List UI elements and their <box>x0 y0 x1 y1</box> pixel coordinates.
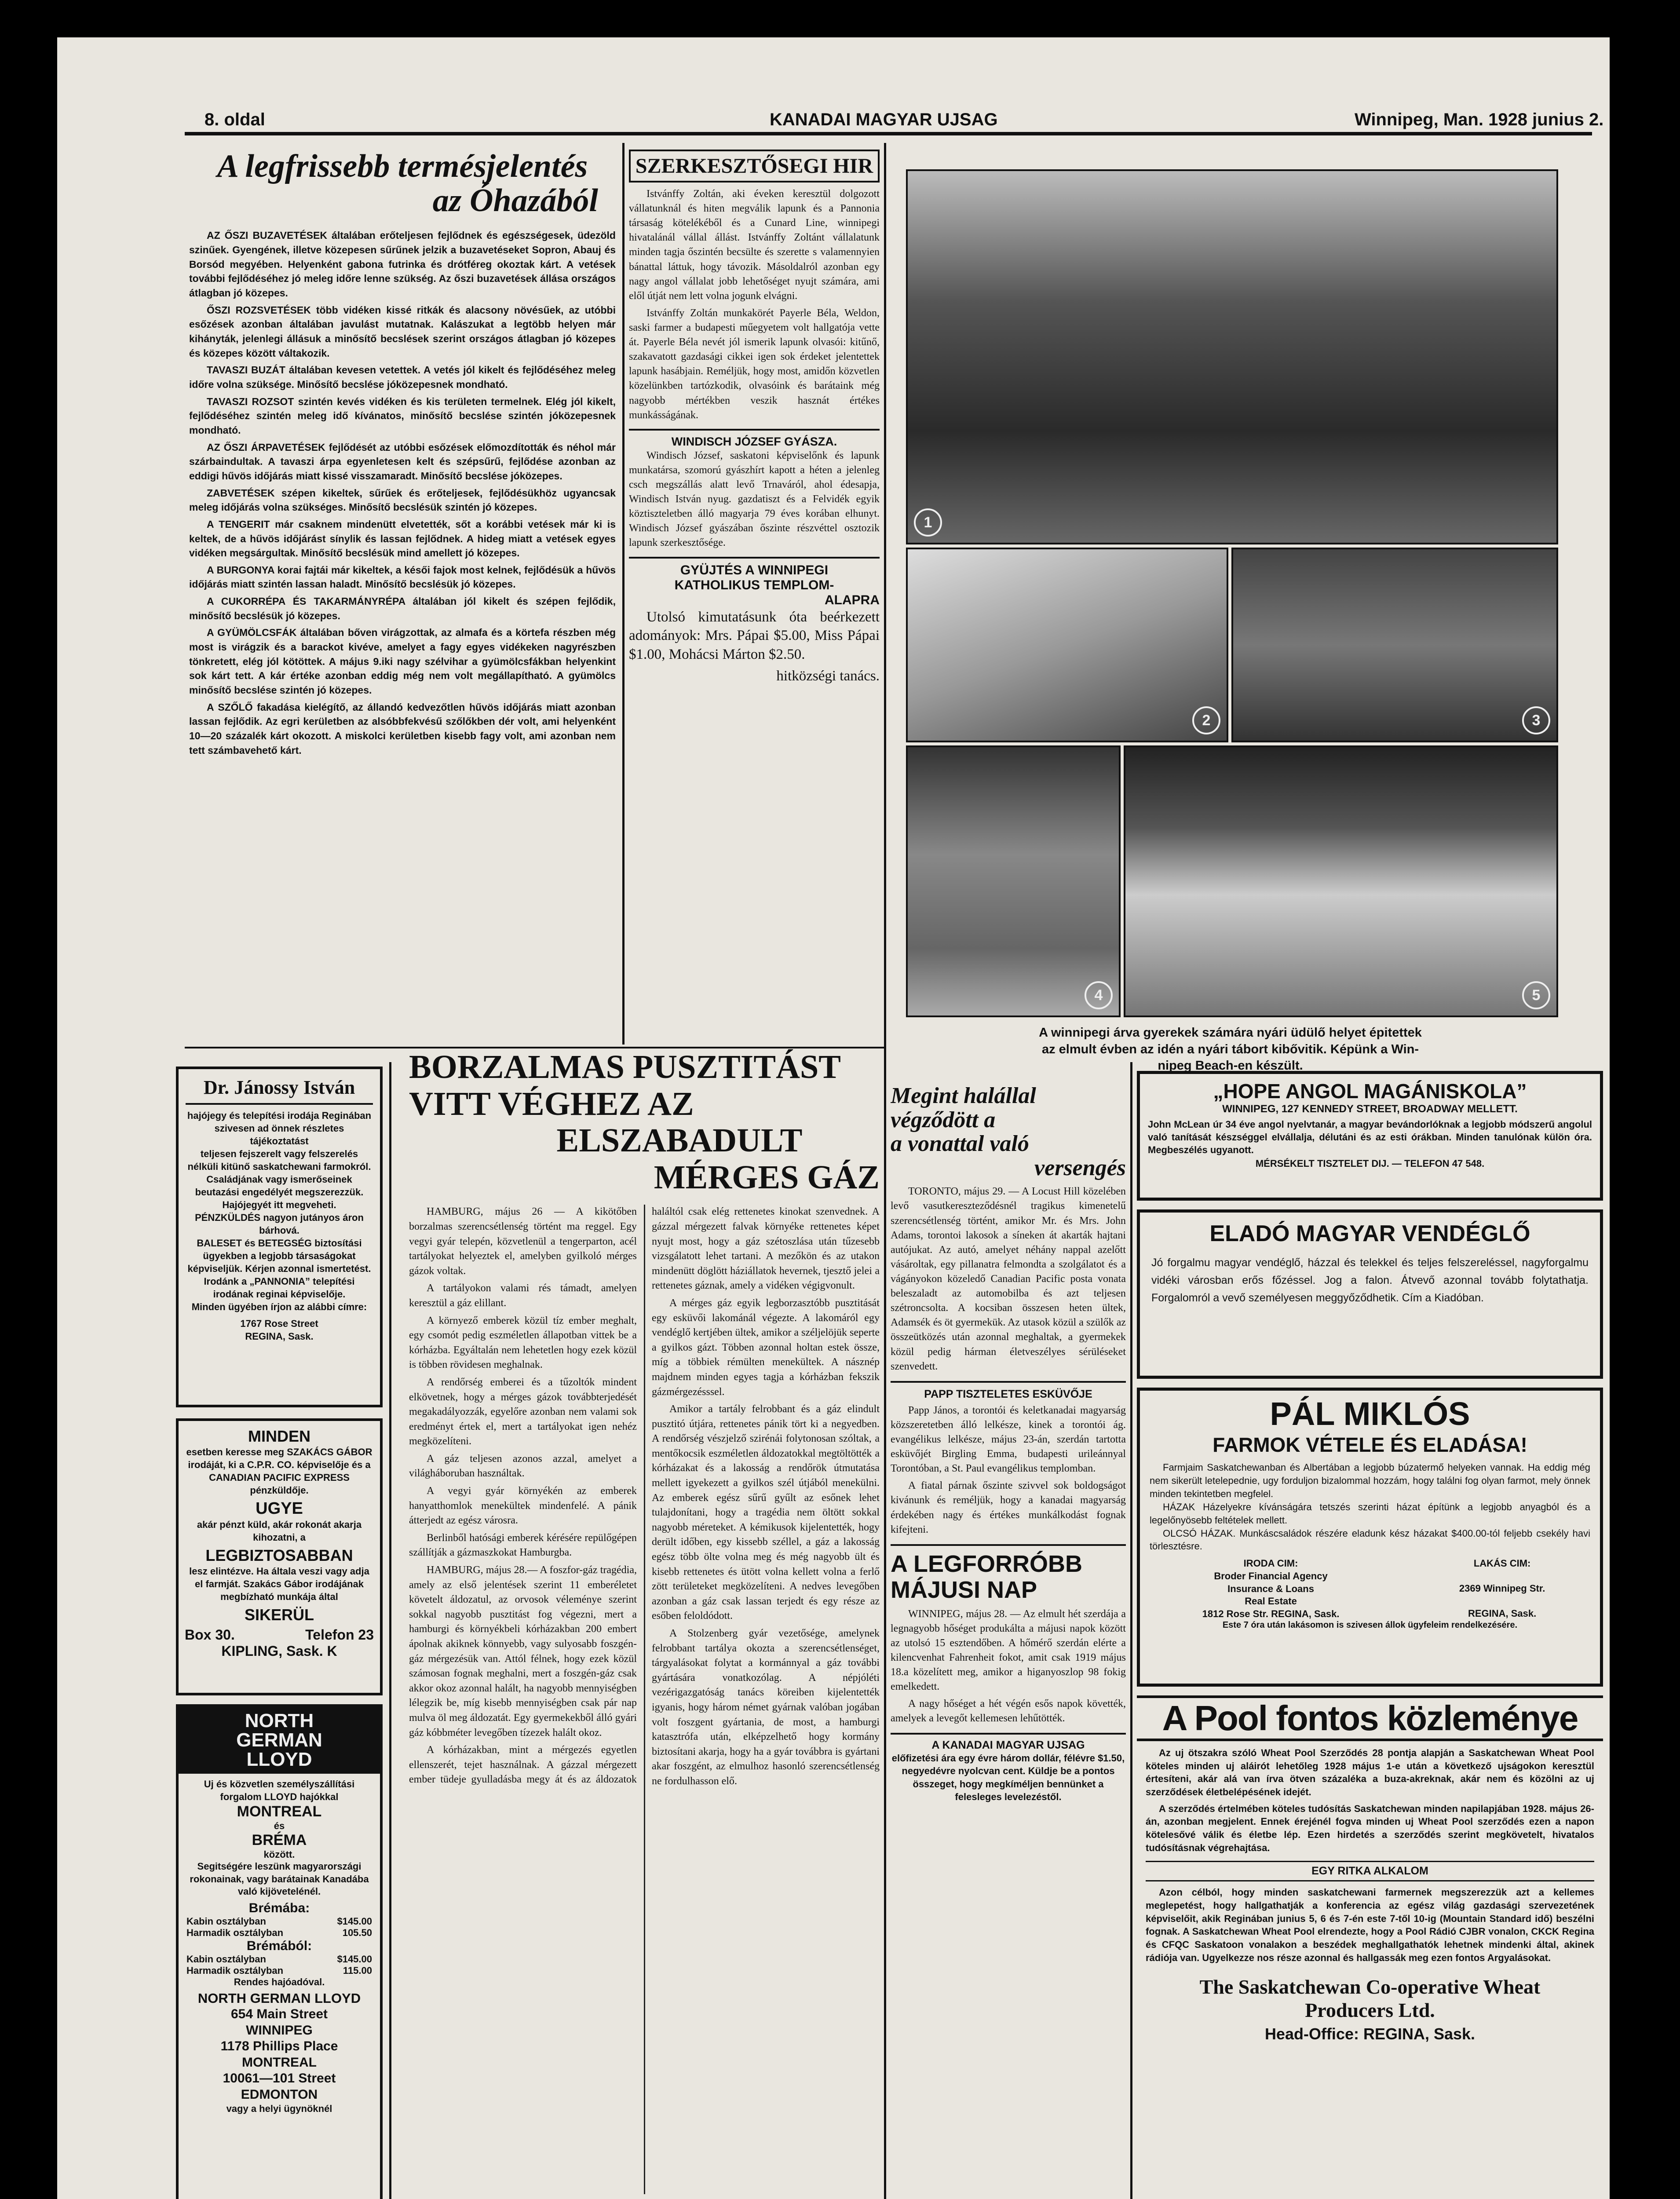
subscription-title: A KANADAI MAGYAR UJSAG <box>931 1739 1085 1752</box>
train-title-line: a vonattal való <box>891 1131 1029 1157</box>
janossy-line: Hajójegyét itt megveheti. <box>222 1199 336 1211</box>
office-line: Insurance & Loans <box>1227 1583 1314 1594</box>
farm-agent-name: PÁL MIKLÓS <box>1270 1395 1470 1432</box>
farm-agent-hours: Este 7 óra után lakásomon is szivesen állok ügyfeleim rendelkezésére. <box>1222 1620 1518 1630</box>
szakacs-contact <box>185 1627 374 1643</box>
janossy-line: REGINA, Sask. <box>245 1330 314 1342</box>
pool-company-line: Producers Ltd. <box>1305 1999 1435 2022</box>
janossy-line: BALESET és BETEGSÉG biztosítási ügyekben a legjobb társaságokat képviseljük. Kérjen azonnal ismertetést. <box>187 1238 371 1275</box>
heat-title <box>891 1544 1126 1604</box>
gas-title-line: ELSZABADULT <box>556 1122 803 1159</box>
lloyd-price-row <box>186 1916 372 1927</box>
wedding-paragraph: Papp János, a torontói és keletkanadai magyarság közszeretetben álló lelkésze, kinek a torontói ág. evangélikus lelkésze, május 23-án, szerdán tartotta esküvőjét Birgling Emma, budapesti urileánnyal Torontóban, a St. Paul evangélikus templomban. <box>891 1404 1126 1475</box>
lloyd-intro: Uj és közvetlen személyszállítási forgalom LLOYD hajókkal <box>204 1779 355 1802</box>
lloyd-class-label: Kabin osztályban <box>186 1915 266 1927</box>
wedding-paragraph: A fiatal párnak őszinte szivvel sok boldogságot kivánunk és reméljük, hogy a kanadai magyarság érdekében nagy és értékes munkálkodást fognak kifejteni. <box>891 1480 1126 1535</box>
office-line: Real Estate <box>1245 1596 1297 1607</box>
hope-address: WINNIPEG, 127 KENNEDY STREET, BROADWAY MELLETT. <box>1222 1103 1518 1115</box>
gas-disaster-article <box>409 1049 880 2199</box>
farm-agent-office <box>1150 1557 1392 1620</box>
lloyd-from-bremen: Brémából: <box>246 1938 312 1953</box>
lloyd-class-label: Kabin osztályban <box>186 1953 266 1965</box>
train-body <box>891 1184 1126 1373</box>
hope-prices: MÉRSÉKELT TISZTELET DIJ. <box>1255 1158 1389 1169</box>
hope-prices-row: MÉRSÉKELT TISZTELET DIJ. — TELEFON 47 548. <box>1255 1158 1485 1169</box>
lloyd-logo <box>179 1707 380 1774</box>
subscription-text: előfizetési ára egy évre három dollár, félévre $1.50, negyedévre nyolcvan cent. Küldje be a pontos összeget, hogy megkíméljen bennünket a felesleges levelezéstől. <box>891 1753 1125 1802</box>
harvest-article <box>189 150 616 1042</box>
lloyd-price-row <box>186 1954 372 1965</box>
collection-title-line: KATHOLIKUS TEMPLOM- <box>674 577 834 592</box>
home-label: LAKÁS CIM: <box>1473 1558 1531 1569</box>
column-rule <box>622 143 625 1045</box>
farm-agent-paragraph: HÁZAK Házelyekre kívánságára tetszés szerinti házat építünk a legjobb anyagból és a legelőnyösebb feltételek mellett. <box>1150 1501 1590 1526</box>
lloyd-price-row <box>186 1965 372 1976</box>
szakacs-success: SIKERÜL <box>244 1606 314 1624</box>
gas-paragraph: A gáz teljesen azonos azzal, amelyet a világháboruban használtak. <box>409 1453 637 1479</box>
szakacs-ad <box>176 1418 383 1695</box>
photo-beach-children <box>906 548 1228 742</box>
harvest-paragraph: AZ ŐSZI BUZAVETÉSEK általában erőteljesen fejlődnek és egészségesek, üdezöld szinűek. Gyengének, illetve közepesen sűrűnek jelzik a buzavetéseket Sopron, Abauj és Borsód megyében. Helyenként gabona futrinka és drótféreg okoztak kárt. A vetések további fejlődéséhez jó meleg időre lenne szükség. Az őszi buzavetések állása országos átlagban jó közepes. <box>189 230 616 299</box>
office-label: IRODA CIM: <box>1243 1558 1298 1569</box>
lloyd-price-row <box>186 1927 372 1939</box>
lloyd-name-line: NORTH <box>245 1710 314 1731</box>
pool-subtitle: EGY RITKA ALKALOM <box>1146 1861 1594 1882</box>
harvest-paragraph: A BURGONYA korai fajtái már kikeltek, a késői fajok most kelnek, fejlődésük a hűvös időjárás miatt szintén lassan haladt. Minősítő becslésük jó közepes. <box>189 564 616 590</box>
photo-caption-line: A winnipegi árva gyerekek számára nyári üdülő helyet épitettek <box>1039 1026 1422 1040</box>
farm-agent-body <box>1150 1461 1590 1553</box>
heat-paragraph: WINNIPEG, május 28. — Az elmult hét szerdája a legnagyobb hőséget produkálta a májusi napok között az utolsó 15 esztendőben. A hőmérő szerdán elérte a kilencvenhat Fahrenheit fokot, amit csak 1919 május 18.a közelített meg, amikor a higanyoszlop 98 fokig emelkedett. <box>891 1608 1126 1693</box>
gas-paragraph: Berlinből hatósági emberek kérésére repülőgépen szállítják a gázmaszkokat Hamburgba. <box>409 1532 637 1559</box>
gas-paragraph: A vegyi gyár környékén az emberek hanyatthomlok menekültek mindenfelé. A pánik átterjedt az egész városra. <box>409 1485 637 1527</box>
lloyd-city: BRÉMA <box>252 1832 307 1849</box>
restaurant-title: ELADÓ MAGYAR VENDÉGLŐ <box>1209 1221 1530 1246</box>
harvest-paragraph: A CUKORRÉPA ÉS TAKARMÁNYRÉPA általában jól kikelt és szépen fejlődik, minősítő becslésük jó közepes. <box>189 595 616 621</box>
heat-title-line: MÁJUSI NAP <box>891 1577 1037 1604</box>
photo-caption <box>906 1025 1555 1073</box>
column-rule <box>1130 1062 1132 2199</box>
gas-paragraph: A környező emberek közül tíz ember meghalt, egy csomót pedig eszméletlen állapotban vittek be a kórházba. Egyáltalán nem lehetetlen hogy ezek közül is többen rövidesen meghalnak. <box>409 1315 637 1371</box>
janossy-ad <box>176 1067 383 1407</box>
lloyd-price: 115.00 <box>343 1965 372 1976</box>
farm-agent-paragraph: Farmjaim Saskatchewanban és Albertában a legjobb búzatermő helyeken vannak. Ha eddig még nem sikerült letelepednie, ugy forduljon bizalommal hozzám, hogy találni fog olyan farmot, mely önnek minden tekintetben megfelel. <box>1150 1462 1590 1499</box>
hope-text: John McLean úr 34 éve angol nyelvtanár, a magyar bevándorlóknak a legjobb módszerű angolul való tanítását készséggel elvállalja, délutáni és az esti órákban. Minden tanulónak külön óra. Megbeszélés ugyanott. <box>1148 1119 1592 1156</box>
editorial-title: SZERKESZTŐSEGI HIR <box>629 150 880 183</box>
gas-paragraph: HAMBURG, május 26 — A kikötőben borzalmas szerencsétlenség történt ma reggel. Egy vegyi gyár telepén, közvetlenül a tengerparton, acél tartályokat helyeztek el, amelyben gyilkoló mérges gázok voltak. <box>409 1206 637 1277</box>
janossy-line: hajójegy és telepítési irodája Reginában szivesen ad önnek részletes tájékoztatást <box>187 1110 372 1147</box>
hope-school-ad <box>1137 1071 1603 1201</box>
newspaper-page <box>57 37 1610 2199</box>
harvest-paragraph: AZ ŐSZI ÁRPAVETÉSEK fejlődését az utóbbi esőzések előmozdították és néhol már szárbaindultak. A tavaszi árpa egyenletesen kelt és szépsűrű, fejlődése azonban az eddigi hűvös időjárás miatt kissé visszamaradt. Minősítő becslése jóközepes. <box>189 441 616 482</box>
photo-caption-line: nipeg Beach-en készült. <box>1158 1059 1303 1073</box>
train-title-line: versengés <box>1034 1155 1126 1180</box>
lloyd-address: 1178 Phillips Place <box>220 2039 338 2054</box>
janossy-line: Családjának vagy ismerőseinek beutazási engedélyét megszerezzük. <box>195 1174 364 1198</box>
heat-body <box>891 1607 1126 1726</box>
pool-company <box>1137 1976 1603 2022</box>
lloyd-and: és <box>274 1820 285 1832</box>
farm-agent-home <box>1414 1557 1590 1620</box>
photo-number-badge: 3 <box>1522 706 1550 734</box>
lloyd-between: között. <box>263 1849 295 1860</box>
gas-title-line: BORZALMAS PUSZTITÁST <box>409 1049 841 1085</box>
gas-paragraph: A tartályokon valami rés támadt, amelyen keresztül a gáz elillant. <box>409 1282 637 1309</box>
editorial-paragraph: Istvánffy Zoltán, aki éveken keresztül dolgozott vállatunknál és hiten megválik lapunk és a Pannonia társaság kötelékéből és a Cunard Line, winnipegi hivatalánál vállal állást. Istvánffy Zoltánt vállalatunk minden tagja őszintén becsülte és szerette s valamennyien bánattal láttuk, hogy távozik. Másoldalról azonban egy nagy angol vállalat jobb lehetőséget nyujt számára, ami elől útját nem lett volna jogunk elvágni. <box>629 188 880 302</box>
szakacs-text2: akár pénzt küld, akár rokonát akarja kihozatni, a <box>197 1519 362 1543</box>
header-rule <box>185 132 1592 135</box>
lloyd-text: Segitségére leszünk magyarországi rokonainak, vagy barátainak Kanadába való kijövetelénél. <box>190 1861 369 1897</box>
harvest-body <box>189 228 616 757</box>
janossy-line: teljesen fejszerelt vagy felszerelés nélküli kitünő saskatchewani farmokról. <box>187 1148 371 1173</box>
lloyd-agent: vagy a helyi ügynöknél <box>226 2103 332 2114</box>
pool-rule <box>1137 1695 1603 1698</box>
farm-agent-addresses <box>1150 1557 1590 1620</box>
lloyd-price: $145.00 <box>337 1915 372 1927</box>
pool-body <box>1137 1746 1603 1964</box>
pool-paragraph: A szerződés értelmében köteles tudósítás Saskatchewan minden napilapjában 1928. május 26-án, azonban megjelent. Ennek érejénél fogva minden uj Wheat Pool szerződés ezen a napon kötelesővé válik és életbe lép. Ezen hirdetés a szerződés szerint megkövetelt, hivatalos tudósításnak végrehajtása. <box>1146 1803 1594 1853</box>
heat-title-line: A LEGFORRÓBB <box>891 1550 1082 1577</box>
lloyd-address-city: EDMONTON <box>241 2087 318 2102</box>
szakacs-text3: lesz elintézve. Ha általa veszi vagy adja el farmját. Szakács Gábor irodájának megbízható munkája által <box>189 1566 369 1603</box>
train-title-line: Megint halállal <box>891 1084 1036 1108</box>
photo-children-group <box>1231 548 1558 742</box>
photo-number-badge: 5 <box>1522 981 1550 1009</box>
collection-signature: hitközségi tanács. <box>776 668 880 684</box>
harvest-paragraph: TAVASZI ROZSOT szintén kevés vidéken és kis területen termelnek. Elég jól kikelt, fejlődéséhez szintén meleg idő kívánatos, minősítő becslése szintén jóközepesnek mondható. <box>189 395 616 436</box>
janossy-line: Minden ügyében írjon az alábbi címre: <box>191 1301 367 1313</box>
farm-agent-paragraph: OLCSÓ HÁZAK. Munkáscsaládok részére eladunk kész házakat $400.00-tól feljebb csekély havi törlesztésre. <box>1150 1527 1590 1552</box>
janossy-line: PÉNZKÜLDÉS nagyon jutányos áron bárhová. <box>195 1212 364 1236</box>
photo-number-badge: 4 <box>1085 981 1113 1009</box>
editorial-column <box>629 150 880 1047</box>
train-title-line: végződött a <box>891 1107 996 1132</box>
editorial-body <box>629 187 880 423</box>
janossy-name: Dr. Jánossy István <box>186 1076 373 1105</box>
janossy-body <box>186 1109 373 1343</box>
gas-paragraph: A kórházakban, mint a mérgezés egyetlen ellenszerét, tejet használnak. A gázzal mérgezett ember tüdeje gyulladásba megy át és az áldozatok haláltól csak elég rettenetes kinokat szenvednek. A gázzal mérgezett falvak környéke rettenetes képet nyujt most, hogy a gáz szétoszlása után tűzesebb vizsgálatott lehet tartani. A mezőkön és az utakon mindenütt döglött háziállatok hevernek, tjesztő jelei a rettenetes gáznak, amely a vidéken végigvonult. <box>409 1206 880 1786</box>
lloyd-address: 654 Main Street <box>230 2006 328 2021</box>
szakacs-box: Box 30. <box>185 1627 235 1643</box>
restaurant-text: Jó forgalmu magyar vendéglő, házzal és telekkel és teljes felszereléssel, nagyforgalmu vidéki városban erős főzéssel. Jog a falon. Átvevő azonnal tovább folytathatja. Forgalomról a vevő személyesen meggyőződhetik. Cím a Kiadóban. <box>1151 1257 1589 1304</box>
newspaper-name: KANADAI MAGYAR UJSAG <box>770 110 998 129</box>
lloyd-address-city: WINNIPEG <box>246 2023 313 2038</box>
column-rule <box>884 143 886 2199</box>
harvest-paragraph: ZABVETÉSEK szépen kikeltek, sűrűek és erőteljesek, fejlődésükhöz ugyancsak meleg időjárás volna szükséges. Minősítő becslésük szintén jó közepes. <box>189 487 616 513</box>
lloyd-address-city: MONTREAL <box>242 2055 317 2070</box>
collection-text: Utolsó kimutatásunk óta beérkezett adományok: Mrs. Pápai $5.00, Miss Pápai $1.00, Mohácsi Márton $2.50. <box>629 609 880 663</box>
photo-cottage <box>1124 745 1558 1017</box>
wedding-title: PAPP TISZTELETES ESKÜVŐJE <box>891 1381 1126 1401</box>
szakacs-text1: esetben keresse meg SZAKÁCS GÁBOR irodáját, ki a C.P.R. CO. képviselője és a CANADIAN PACIFIC EXPRESS pénzküldője. <box>186 1447 373 1496</box>
lloyd-price: 105.50 <box>342 1927 372 1938</box>
harvest-title-line2: az Óhazából <box>432 182 598 219</box>
gas-paragraph: A mérges gáz egyik legborzasztóbb pusztitását egy esküvői lakománál végezte. A lakomáról egy vendéglő kertjében ültek, amikor a széljelöjük seperte a gyilkos gázt. Többen azonnal holtan estek össze, míg a többiek rémülten menekültek. A násznép majdnem minden egyes tagja a kórházban fekszik gázmérgezésssel. <box>652 1297 880 1398</box>
gas-title-line: MÉRGES GÁZ <box>654 1158 880 1196</box>
gas-paragraph: Amikor a tartály felrobbant és a gáz elindult pusztitó útjára, rettenetes pánik tört ki a negyedben. A rendőrség vészjelző szirénái folytonosan szóltak, a mentőkocsik eszméletlen áldozatokkal megtöltötték a kórházakat és a lakosság a rendőrök útmutatása mellett igyekezett a gyilkos szél útjából menekülni. Az emberek egész sűrű gyűlt az esőnek lehet tulajdonítani, hogy a tragédia nem öltött sokkal nagyobb méreteket. A kémikusok kijelentették, hogy derült időben, egy kissebb széllel, a gáz a lakosság egész több ölte volna meg és még nagyobb ült és kisebb rettenetes és ütött volna kellett volna a ferlő zött területeket megközelíteni. A nedves levegőben azonban a gáz csak lassan terjedt és egy része az esőben feloldódott. <box>652 1403 880 1622</box>
harvest-paragraph: A TENGERIT már csaknem mindenütt elvetették, sőt a korábbi vetések már ki is keltek, de a hűvös időjárást sínylik és lassan fejlődnek. A hideg miatt a vetések egyes vidéken megsárgultak. Minősítő becslésük mind amellett jó közepes. <box>189 518 616 559</box>
column-rule <box>389 1062 391 2199</box>
janossy-line: 1767 Rose Street <box>240 1318 318 1329</box>
lloyd-tax-note: Rendes hajóadóval. <box>234 1976 325 1987</box>
editorial-paragraph: Istvánffy Zoltán munkakörét Payerle Béla, Weldon, saski farmer a budapesti műegyetem volt hallgatója vette át. Payerle Béla nevét jól ismerik lapunk olvasói: kitűnő, szakavatott gazdasági cikkei igen sok érdeket jelentettek lapunk hasábjain. Reméljük, hogy most, amidőn közvetlen közelünkben tartózkodik, olvasóink és barátaink még nagyobb mértékben veszik hasznát értékes munkásságának. <box>629 307 880 421</box>
szakacs-phone: Telefon 23 <box>305 1627 374 1643</box>
pool-paragraph: Azon célból, hogy minden saskatchewani farmernek megszerezzük azt a kellemes meglepetést, hogy hallgathatják a konferencia az egész világ gazdasági szervezetének képviselőit, akik Reginában junius 5, 6 és 7-én este 7-től 10-ig (Mountain Standard idő) beszélni fognak. A Saskatchewan Wheat Pool elrendezte, hogy a Pool Rádió CJBR vonalon, CKCK Regina és CFQC Saskatoon vonalakon a beszédek meghallgathatók lehetnek mindenki által, akinek rádiója van. Ugyelkezze nos része azonnal és hallgassák meg ezen fontos Argyalásokat. <box>1146 1887 1594 1963</box>
news-column <box>891 1084 1126 2199</box>
harvest-paragraph: ŐSZI ROZSVETÉSEK több vidéken kissé ritkák és alacsony növésűek, az utóbbi esőzések azonban általában javulást mutatnak. Kalászukat a legtöbb helyen már kihányták, jelenlegi állásuk a minősítő becslések szerint országos átlagban jó közepes és közepes között váltakozik. <box>189 304 616 359</box>
harvest-title-line1: A legfrissebb termésjelentés <box>217 150 588 184</box>
windisch-title: WINDISCH JÓZSEF GYÁSZA. <box>629 429 880 449</box>
pool-title: A Pool fontos közleménye <box>1162 1699 1578 1738</box>
gas-paragraph: A Stolzenberg gyár vezetősége, amelynek felrobbant tartálya okozta a szerencsétlenséget, tárgyalásokat folytat a kormánnyal a gáz további gyártására vonatkozólag. A népjóléti vezérigazgatóság tanács köreiben kijelentették igyanis, hogy három német gyárnak valóban jogában volt foszgent gyártania, de most, a hamburgi katasztrófa után, elképzelhető hogy kormány biztosítani akarja, hogy ha a gyár továbbra is gyártani akar foszgént, az elmulhoz hasonló szerencsétlenség ne fordulhasson elő. <box>652 1628 880 1787</box>
section-rule <box>185 1047 884 1048</box>
farm-agent-subtitle: FARMOK VÉTELE ÉS ELADÁSA! <box>1213 1433 1527 1456</box>
heat-paragraph: A nagy hőséget a hét végén esős napok követték, amelyek a levegőt kellemesen lehűtötték. <box>891 1698 1126 1724</box>
hope-title: „HOPE ANGOL MAGÁNISKOLA” <box>1213 1080 1527 1103</box>
collection-title-line: GYÜJTÉS A WINNIPEGI <box>680 563 829 577</box>
lloyd-address: 10061—101 Street <box>223 2071 336 2086</box>
szakacs-ugye: UGYE <box>256 1499 303 1518</box>
lloyd-class-label: Harmadik osztályban <box>186 1965 284 1976</box>
photo-monument <box>906 745 1121 1017</box>
collection-title-line: ALAPRA <box>825 592 880 607</box>
lloyd-class-label: Harmadik osztályban <box>186 1927 284 1938</box>
windisch-text: Windisch József, saskatoni képviselőnk és lapunk munkatársa, szomorú gyászhírt kapott a héten a jelenleg csch megszállás alatt levő Trnaváról, ahol édesapja, Windisch István nyug. gazdatiszt és a Felvidék egyik köztiszteletben álló magyarja 79 éves korában elhunyt. Windisch József gyászában őszinte részvéttel osztozik lapunk szerkesztősége. <box>629 449 880 549</box>
pool-office: Head-Office: REGINA, Sask. <box>1264 2025 1475 2043</box>
harvest-paragraph: A GYÜMÖLCSFÁK általában bőven virágzottak, az almafa és a körtefa részben még most is virágzik és a barackot kivéve, amelyet a fagy egyes vidékeken nagyrészben tönkretett, elég jól kötöttek. A május 9.iki nagy szélvihar a gyümölcsfákban helyenkint sok kárt tett. A kár értéke azonban eddig még nem volt megállapítható. A gyümölcs minősítő becslése szintén jó közepes. <box>189 627 616 696</box>
lloyd-addresses <box>186 2006 372 2115</box>
szakacs-city: KIPLING, Sask. K <box>221 1643 337 1659</box>
collection-body <box>629 608 880 686</box>
gas-paragraph: HAMBURG, május 28.— A foszfor-gáz tragédia, amely az első jelentések szerint 11 emberéletet követelt áldozatul, az orvosok véleménye szerint sokkal nagyobb pusztitást fog végezni, mert a hamburgi és környékbeli kórházakban 200 embert ápolnak akiknek könnyebb, vagy sulyosabb foszgén-gáz mérgezésük van. Attól félnek, hogy ezek közül számosan fognak meghalni, mert a foszgén-gáz csak akkor okoz azonnal halált, ha nagyobb mennyiségben lélegzik be, míg kisebb mennyiségben csak pár nap mulva öl meg áldozatát. Egy gyermekekből álló gyári gáz kóbbméter levegőben tízezek halált okoz. <box>409 1564 637 1739</box>
restaurant-sale-ad <box>1137 1209 1603 1379</box>
lloyd-ad <box>176 1704 383 2199</box>
lloyd-to-bremen: Brémába: <box>248 1900 310 1915</box>
photo-number-badge: 1 <box>914 508 942 537</box>
office-line: 1812 Rose Str. REGINA, Sask. <box>1202 1608 1340 1619</box>
office-line: Broder Financial Agency <box>1214 1570 1328 1582</box>
home-line: REGINA, Sask. <box>1468 1607 1537 1619</box>
lloyd-company: NORTH GERMAN LLOYD <box>197 1990 361 2006</box>
gas-body <box>409 1205 880 2194</box>
pool-paragraph: Az uj ötszakra szóló Wheat Pool Szerződés 28 pontja alapján a Saskatchewan Wheat Pool köteles minden uj aláirót lehetőleg 1928 május 1-e után a következő ujságokon keresztül értesíteni, akár alá van írva ötven százaléka a buza-akreknak, akár nem és közölni az uj szerződések életbelépésének idejét. <box>1146 1747 1594 1798</box>
harvest-paragraph: A SZŐLŐ fakadása kielégítő, az állandó kedvezőtlen hűvös időjárás miatt azonban lassan fejlődik. Az egri kerületben az alsóbbfekvésű szőlőkben dér volt, ami helyenként 10—20 százalék kárt okozott. A miskolci kerületben kisebb fagy volt, ami azonban nem tett számbavehető kárt. <box>189 701 616 756</box>
train-text: TORONTO, május 29. — A Locust Hill közelében levő vasutkereszteződésnél tragikus kimenetelű szerencsétlenség történt, amikor Mr. és Mrs. John Adams, torontoi lakosok a síneken át akarták hajtani autójukat. Az autó, amelyet néhány nappal azelőtt vásároltak, egy pillanatra felmondta a szolgálatot és a vágányokon közeledő Canadian Pacific posta vonata beleszaladt az automobilba és azt teljesen szétroncsolta. A kocsiban összesen heten ültek, Adamsék és öt gyermekük. Az utasok közül a szülők az összeütközés után azonnal meghaltak, a gyermekek közül pedig hárman életveszélyes sérüléseket szenvedett. <box>891 1186 1126 1372</box>
lloyd-name-line: LLOYD <box>246 1749 312 1770</box>
farm-sales-ad <box>1137 1388 1603 1687</box>
issue-date: Winnipeg, Man. 1928 junius 2. <box>1355 110 1604 129</box>
lloyd-price: $145.00 <box>337 1953 372 1965</box>
szakacs-best: LEGBIZTOSABBAN <box>205 1546 353 1565</box>
pool-company-line: The Saskatchewan Co-operative Wheat <box>1199 1976 1541 1998</box>
janossy-line: Irodánk a „PANNONIA” telepítési irodának reginai képviselője. <box>204 1276 355 1300</box>
lloyd-name-line: GERMAN <box>236 1729 322 1751</box>
home-line: 2369 Winnipeg Str. <box>1459 1582 1545 1594</box>
gas-paragraph: A rendőrség emberei és a tűzoltók mindent elkövetnek, hogy a mérges gázok továbbterjedését megakadályozzák, egyelőre azonban nem valami sok eredményt értek el, mert a tartályokat igen nehéz megközelíteni. <box>409 1376 637 1447</box>
harvest-paragraph: TAVASZI BUZÁT általában kevesen vetettek. A vetés jól kikelt és fejlődéséhez meleg időre volna szüksége. Minősítő becslése jóközepesnek mondható. <box>189 364 616 390</box>
gas-title-line: VITT VÉGHEZ AZ <box>409 1085 694 1122</box>
photo-caption-line: az elmult évben az idén a nyári tábort kibővitik. Képünk a Win- <box>1041 1042 1419 1056</box>
pool-rule <box>1137 1739 1603 1741</box>
wedding-body <box>891 1403 1126 1537</box>
subscription-box <box>891 1733 1126 1803</box>
page-number: 8. oldal <box>205 110 265 129</box>
photo-number-badge: 2 <box>1192 706 1220 734</box>
windisch-body <box>629 449 880 551</box>
hope-phone: TELEFON 47 548. <box>1404 1158 1485 1169</box>
wheat-pool-notice <box>1137 1695 1603 2199</box>
photo-camp-houses <box>906 169 1558 544</box>
lloyd-city: MONTREAL <box>237 1803 322 1820</box>
szakacs-heading: MINDEN <box>248 1427 310 1445</box>
collection-title <box>629 557 880 608</box>
